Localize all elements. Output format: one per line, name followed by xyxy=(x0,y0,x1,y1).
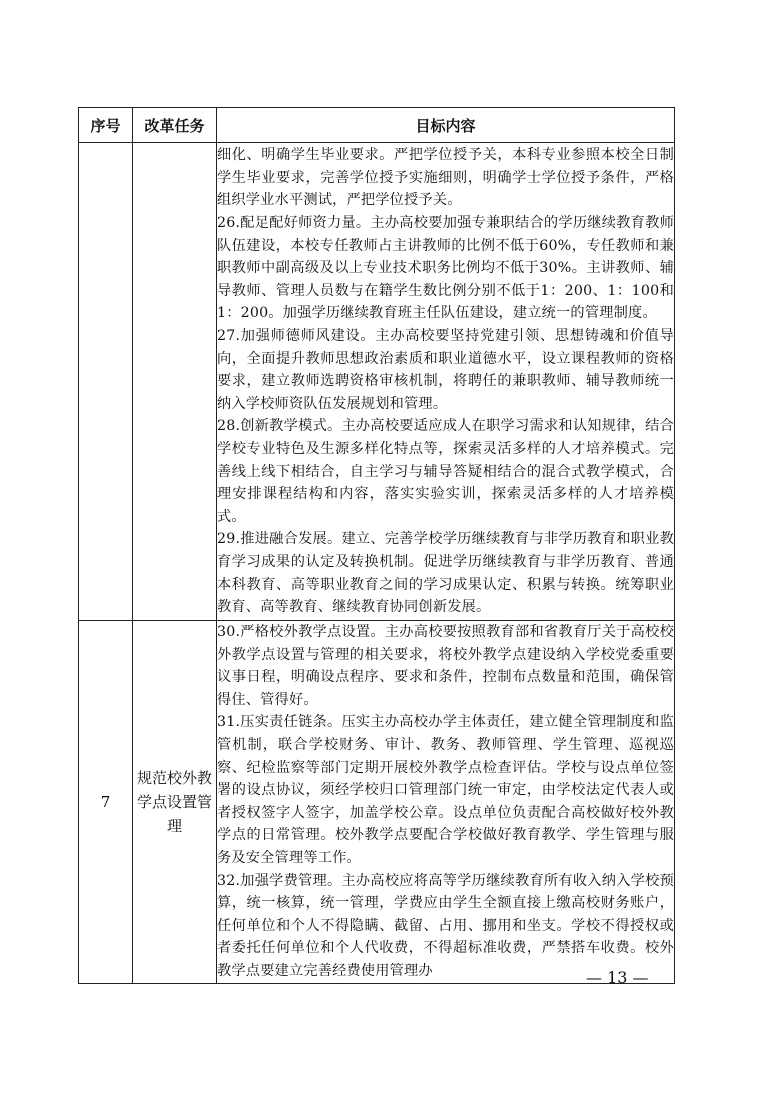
content-paragraph: 26.配足配好师资力量。主办高校要加强专兼职结合的学历继续教育教师队伍建设，本校专任教师占主讲教师的比例不低于60%，专任教师和兼职教师中副高级及以上专业技术职务比例均不低于30%。主讲教师、辅导教师、管理人员数与在籍学生数比例分别不低于1：200、1：100和1：200。加强学历继续教育班主任队伍建设，建立统一的管理制度。 xyxy=(217,215,674,322)
row-serial-number: 7 xyxy=(79,621,133,984)
content-paragraph: 29.推进融合发展。建立、完善学校学历继续教育与非学历教育和职业教育学习成果的认定及转换机制。促进学历继续教育与非学历教育、普通本科教育、高等职业教育之间的学习成果认定、积累与转换。统筹职业教育、高等教育、继续教育协同创新发展。 xyxy=(217,531,674,616)
header-reform-task: 改革任务 xyxy=(133,108,217,143)
row-serial-number xyxy=(79,143,133,621)
page-number: — 13 — xyxy=(586,968,649,987)
table-row xyxy=(79,621,675,984)
table-header-row xyxy=(79,108,675,143)
row-reform-task: 规范校外教学点设置管理 xyxy=(133,621,217,984)
content-paragraph: 31.压实责任链条。压实主办高校办学主体责任，建立健全管理制度和监管机制，联合学校财务、审计、教务、教师管理、学生管理、巡视巡察、纪检监察等部门定期开展校外教学点检查评估。学校与设点单位签署的设点协议，须经学校归口管理部门统一审定，由学校法定代表人或者授权签字人签字，加盖学校公章。设点单位负责配合高校做好校外教学点的日常管理。校外教学点要配合学校做好教育教学、学生管理与服务及安全管理等工作。 xyxy=(217,714,674,866)
row-target-content xyxy=(217,621,675,984)
reform-task-table xyxy=(78,107,675,984)
content-paragraph: 32.加强学费管理。主办高校应将高等学历继续教育所有收入纳入学校预算，统一核算，统一管理，学费应由学生全额直接上缴高校财务账户，任何单位和个人不得隐瞒、截留、占用、挪用和坐支。学校不得授权或者委托任何单位和个人代收费，不得超标准收费，严禁搭车收费。校外教学点要建立完善经费使用管理办 xyxy=(217,872,674,979)
content-paragraph: 27.加强师德师风建设。主办高校要坚持党建引领、思想铸魂和价值导向，全面提升教师思想政治素质和职业道德水平，设立课程教师的资格要求，建立教师选聘资格审核机制，将聘任的兼职教师、辅导教师统一纳入学校师资队伍发展规划和管理。 xyxy=(217,328,674,412)
header-target-content: 目标内容 xyxy=(217,108,675,143)
header-serial-number: 序号 xyxy=(79,108,133,143)
content-paragraph: 28.创新教学模式。主办高校要适应成人在职学习需求和认知规律，结合学校专业特色及生源多样化特点等，探索灵活多样的人才培养模式。完善线上线下相结合，自主学习与辅导答疑相结合的混合式教学模式，合理安排课程结构和内容，落实实验实训，探索灵活多样的人才培养模式。 xyxy=(217,418,674,525)
content-paragraph: 30.严格校外教学点设置。主办高校要按照教育部和省教育厅关于高校校外教学点设置与管理的相关要求，将校外教学点建设纳入学校党委重要议事日程，明确设点程序、要求和条件，控制布点数量和范围，确保管得住、管得好。 xyxy=(217,624,674,708)
content-paragraph: 细化、明确学生毕业要求。严把学位授予关，本科专业参照本校全日制学生毕业要求，完善学位授予实施细则，明确学士学位授予条件，严格组织学业水平测试，严把学位授予关。 xyxy=(217,147,674,209)
table-row xyxy=(79,143,675,621)
row-target-content xyxy=(217,143,675,621)
row-reform-task xyxy=(133,143,217,621)
